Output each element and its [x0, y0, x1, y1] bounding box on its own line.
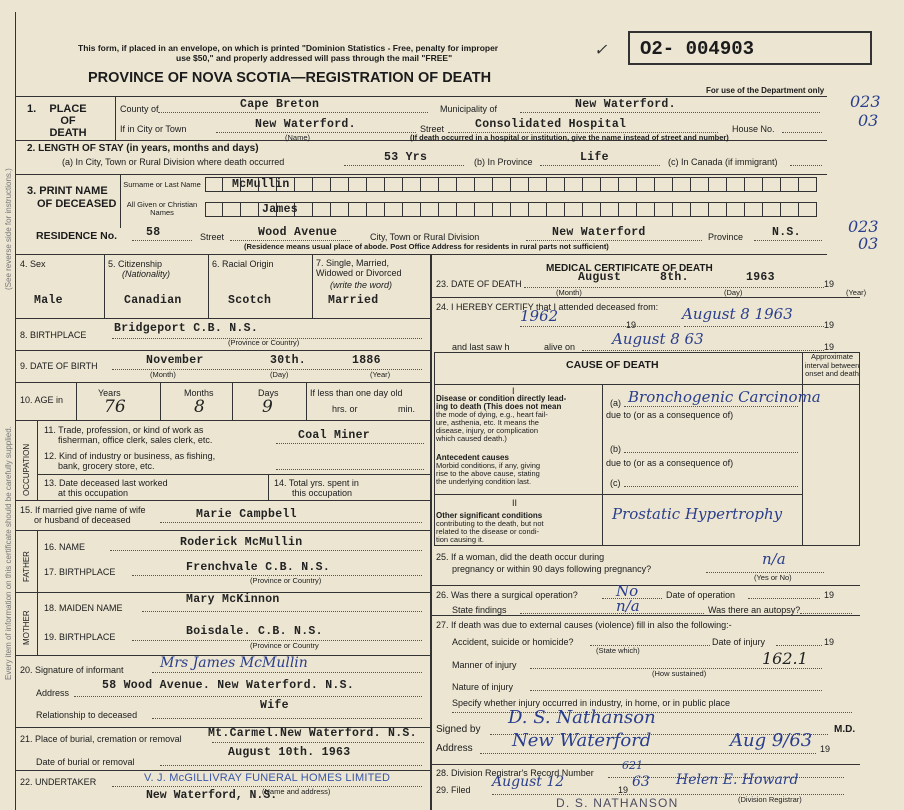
name-letter-cell — [241, 202, 259, 217]
q14-line2: this occupation — [292, 488, 353, 498]
name-letter-cell — [601, 202, 619, 217]
name-letter-cell — [295, 177, 313, 192]
record-number: 621 — [622, 759, 643, 772]
death-month: August — [578, 271, 622, 284]
spouse-label-line1: 15. If married give name of wife — [20, 505, 146, 515]
less-than-day-label: If less than one day old — [310, 388, 403, 398]
other-conditions-value: Prostatic Hypertrophy — [612, 505, 783, 523]
birthplace-caption: (Province or Country) — [228, 338, 300, 347]
other-line1: Other significant conditions — [436, 511, 543, 520]
side-instruction-note: (See reverse side for instructions.) — [4, 168, 13, 290]
name-letter-cell — [223, 202, 241, 217]
relationship-label: Relationship to deceased — [36, 710, 138, 720]
last-saw-19: 19 — [824, 342, 835, 352]
spouse-label-line2: or husband of deceased — [34, 515, 131, 525]
name-caption: (Name) — [285, 133, 311, 142]
due-to-1: due to (or as a consequence of) — [606, 410, 734, 420]
death-month-caption: (Month) — [556, 288, 582, 297]
attended-19-2: 19 — [824, 320, 835, 330]
accident-label: Accident, suicide or homicide? — [452, 637, 574, 647]
name-letter-cell — [511, 177, 529, 192]
sex-label: 4. Sex — [20, 259, 46, 269]
informant-signature-label: 20. Signature of informant — [20, 665, 124, 675]
stay-city-label: (a) In City, Town or Rural Division where death occurred — [62, 157, 285, 167]
hrs-label: hrs. or — [332, 404, 358, 414]
informant-signature: Mrs James McMullin — [160, 655, 308, 671]
name-letter-cell — [475, 177, 493, 192]
department-use-label: For use of the Department only — [706, 86, 825, 95]
external-causes-label: 27. If death was due to external causes (violence) fill in also the following:- — [436, 620, 732, 630]
disease-line1: Disease or condition directly lead- — [436, 394, 567, 403]
age-label: 10. AGE in — [20, 395, 64, 405]
father-birthplace-label: 17. BIRTHPLACE — [44, 567, 116, 577]
name-letter-cell — [709, 202, 727, 217]
marital-write-caption: (write the word) — [330, 280, 393, 290]
name-letter-cell — [313, 202, 331, 217]
registration-number: O2- 004903 — [640, 38, 755, 60]
death-day: 8th. — [660, 271, 689, 284]
cause-c-label: (c) — [610, 478, 621, 488]
burial-date-label: Date of burial or removal — [36, 757, 135, 767]
name-letter-cell — [403, 202, 421, 217]
father-birthplace-caption: (Province or Country) — [250, 576, 322, 585]
undertaker-caption: (Name and address) — [262, 787, 331, 796]
yes-no-caption: (Yes or No) — [754, 573, 792, 582]
city-value: New Waterford. — [255, 118, 356, 131]
cause-part-two: II — [512, 498, 518, 508]
name-letter-cell — [385, 202, 403, 217]
surname-caption: Surname or Last Name — [123, 180, 201, 189]
record-number-label: 28. Division Registrar's Record Number — [436, 768, 594, 778]
dob-year: 1886 — [352, 354, 381, 367]
name-letter-cell — [655, 177, 673, 192]
date-of-injury-label: Date of injury — [712, 637, 766, 647]
dept-code-2: 03 — [858, 111, 879, 130]
given-name-value: James — [262, 203, 299, 216]
dob-month-caption: (Month) — [150, 370, 176, 379]
stay-city-value: 53 Yrs — [384, 151, 428, 164]
name-letter-cell — [349, 202, 367, 217]
name-letter-cell — [691, 202, 709, 217]
residence-number: 58 — [146, 226, 161, 239]
attended-19: 19 — [626, 320, 637, 330]
interval-heading: Approximate interval between onset and death — [804, 352, 860, 378]
dept-code-4: 03 — [858, 234, 879, 253]
death-year-caption: (Year) — [846, 288, 867, 297]
state-findings-label: State findings — [452, 605, 507, 615]
pregnancy-value: n/a — [762, 550, 786, 568]
name-letter-cell — [637, 177, 655, 192]
cause-of-death-title: CAUSE OF DEATH — [566, 359, 659, 371]
name-letter-cell — [313, 177, 331, 192]
name-letter-cell — [511, 202, 529, 217]
name-letter-cell — [439, 202, 457, 217]
q13-line2: at this occupation — [58, 488, 129, 498]
racial-origin-label: 6. Racial Origin — [212, 259, 274, 269]
attended-to: August 8 1963 — [682, 305, 793, 323]
stay-canada-label: (c) In Canada (if immigrant) — [668, 157, 778, 167]
name-letter-cell — [547, 177, 565, 192]
mother-birthplace-label: 19. BIRTHPLACE — [44, 632, 116, 642]
citizenship-value: Canadian — [124, 294, 182, 307]
cause-b-label: (b) — [610, 444, 621, 454]
physician-signature: D. S. Nathanson — [508, 707, 656, 728]
name-letter-cell — [403, 177, 421, 192]
side-information-note: Every item of information on this certificate should be carefully supplied. — [4, 426, 13, 680]
physician-sign-date: Aug 9/63 — [730, 730, 813, 751]
name-letter-cell — [745, 202, 763, 217]
name-letter-cell — [727, 202, 745, 217]
autopsy-label: Was there an autopsy? — [708, 605, 801, 615]
residence-city-value: New Waterford — [552, 226, 646, 239]
name-letter-cell — [331, 177, 349, 192]
manner-label: Manner of injury — [452, 660, 517, 670]
residence-province-label: Province — [708, 232, 744, 242]
registrar-caption: (Division Registrar) — [738, 795, 802, 804]
physician-name-stamp: D. S. NATHANSON — [556, 796, 679, 810]
residence-street-value: Wood Avenue — [258, 226, 338, 239]
state-which-caption: (State which) — [596, 646, 640, 655]
name-letter-cell — [583, 202, 601, 217]
death-year: 1963 — [746, 271, 775, 284]
father-side-label: FATHER — [22, 551, 31, 582]
citizenship-label: 5. Citizenship — [108, 259, 163, 269]
stay-province-label: (b) In Province — [474, 157, 533, 167]
disease-line3: the mode of dying, e.g., heart fail- — [436, 410, 548, 419]
hospital-note: (If death occurred in a hospital or institution, give the name instead of street and number) — [410, 133, 729, 142]
nationality-caption: (Nationality) — [122, 269, 171, 279]
name-letter-cell — [691, 177, 709, 192]
filed-label: 29. Filed — [436, 785, 471, 795]
father-birthplace: Frenchvale C.B. N.S. — [186, 561, 331, 574]
dob-label: 9. DATE OF BIRTH — [20, 361, 98, 371]
signed-by-label: Signed by — [436, 724, 481, 735]
print-name-label — [27, 185, 116, 211]
physician-address: New Waterford — [512, 730, 652, 751]
md-label: M.D. — [834, 724, 856, 735]
q14-line1: 14. Total yrs. spent in — [274, 478, 359, 488]
burial-place: Mt.Carmel.New Waterford. N.S. — [208, 727, 417, 740]
relationship-value: Wife — [260, 699, 289, 712]
nature-label: Nature of injury — [452, 682, 514, 692]
house-no-label: House No. — [732, 124, 775, 134]
dob-day-caption: (Day) — [270, 370, 289, 379]
q11-line2: fisherman, office clerk, sales clerk, etc. — [58, 435, 213, 445]
age-months-label: Months — [184, 388, 214, 398]
antecedent-line4: the underlying condition last. — [436, 477, 532, 486]
name-letter-cell — [493, 202, 511, 217]
birthplace-value: Bridgeport C.B. N.S. — [114, 322, 259, 335]
racial-origin-value: Scotch — [228, 294, 272, 307]
dob-year-caption: (Year) — [370, 370, 391, 379]
name-letter-cell — [799, 202, 817, 217]
residence-note: (Residence means usual place of abode. Post Office Address for residents in rural parts not sufficient) — [244, 242, 609, 251]
name-letter-cell — [565, 202, 583, 217]
medical-certificate-title: MEDICAL CERTIFICATE OF DEATH — [546, 263, 713, 274]
residence-label: RESIDENCE No. — [36, 230, 118, 242]
operation-19: 19 — [824, 590, 835, 600]
name-letter-cell — [619, 177, 637, 192]
dept-code-1: 023 — [850, 92, 881, 111]
check-mark-icon: ✓ — [594, 40, 608, 59]
length-of-stay-label: 2. LENGTH OF STAY (in years, months and days) — [27, 143, 259, 154]
name-letter-cell — [385, 177, 403, 192]
name-letter-cell — [583, 177, 601, 192]
antecedent-line3: rise to the above cause, stating — [436, 469, 540, 478]
name-letter-cell — [673, 202, 691, 217]
specify-label: Specify whether injury occurred in industry, in home, or in public place — [452, 698, 730, 708]
name-letter-cell — [529, 177, 547, 192]
birthplace-label: 8. BIRTHPLACE — [20, 330, 87, 340]
name-letter-cell — [457, 177, 475, 192]
age-days-value: 9 — [262, 397, 273, 417]
given-names-caption: All Given or Christian Names — [126, 200, 198, 217]
cause-code: 162.1 — [762, 649, 808, 668]
registrar-signature: Helen E. Howard — [676, 772, 799, 788]
last-saw-date: August 8 63 — [612, 330, 704, 348]
pregnancy-line1: 25. If a woman, did the death occur during — [436, 552, 605, 562]
name-letter-cell — [709, 177, 727, 192]
disease-line5: disease, injury, or complication — [436, 426, 538, 435]
due-to-2: due to (or as a consequence of) — [606, 458, 734, 468]
sign-19: 19 — [820, 744, 831, 754]
street-value: Consolidated Hospital — [475, 118, 627, 131]
residence-province-value: N.S. — [772, 226, 801, 239]
print-name-line2: OF DECEASED — [37, 198, 117, 210]
residence-city-label: City, Town or Rural Division — [370, 232, 480, 242]
name-letter-cell — [673, 177, 691, 192]
death-nineteen: 19 — [824, 279, 835, 289]
name-letter-cell — [781, 177, 799, 192]
name-letter-cell — [619, 202, 637, 217]
other-line2: contributing to the death, but not — [436, 519, 544, 528]
name-letter-cell — [637, 202, 655, 217]
name-letter-cell — [601, 177, 619, 192]
death-registration-form: (See reverse side for instructions.) Every item of information on this certificate should be carefully supplied. This form, if placed in an envelope, on which is printed "Dominion Statistics - Free, penalty for improper use $50," and properly addressed will pass through the mail "FREE" PROVINCE OF NOVA SCOTIA—REGISTRATION OF DEATH ✓ O2- 004903 For use of the Department only 023 03 023 03 1. PLACE OF DEATH County of Cape Breton Municipality of New Waterford. If in City or Town New Waterford. (Name) Street Consolidated Hospital House No. (If death occurred in a hospital or institution, give the name instead of street and number) 2. LENGTH OF STAY (in years, months and days) (a) In City, Town or Rural Division where death occurred 53 Yrs (b) In Province Life (c) In Canada (if immigrant) 3. PRINT NAME OF DECEASED Surname or Last Name All Given or Christian Names McMullin James RESIDENCE No. 58 Street Wood Avenue City, Town or Rural Division New Waterford Province N.S. (Residence means usual place of abode. Post Office Address for residents in rural parts not sufficient) 4. Sex Male 5. Citizenship (Nationality) Canadian 6. Racial Origin Scotch 7. Single, Married, Widowed or Divorced (write the word) Married 8. BIRTHPLACE Bridgeport C.B. N.S. (Province or Country) 9. DATE OF BIRTH November 30th. 1886 (Month) (Day) (Year) 10. AGE in Years 76 Months 8 Days 9 If less than one day old hrs. or min. OCCUPATION 11. Trade, profession, or kind of work as fisherman, office clerk, sales clerk, etc. Coal Miner 12. Kind of industry or business, as fishing, bank, grocery store, etc. 13. Date deceased last worked at this occupation 14. Total yrs. spent in this occupation 15. If married give name of wife or husband of deceased Marie Campbell FATHER 16. NAME Roderick McMullin 17. BIRTHPLACE Frenchvale C.B. N.S. (Province or Country) MOTHER 18. MAIDEN NAME Mary McKinnon 19. BIRTHPLACE Boisdale. C.B. N.S. (Province or Country 20. Signature of informant Mrs James McMullin Address 58 Wood Avenue. New Waterford. N.S. Relationship to deceased Wife 21. Place of burial, cremation or removal Mt.Carmel.New Waterford. N.S. Date of burial or removal August 10th. 1963 22. UNDERTAKER V. J. McGILLIVRAY FUNERAL HOMES LIMITED New Waterford, N.S. (Name and address) MEDICAL CERTIFICATE OF DEATH 23. DATE OF DEATH August 8th. 1963 19 (Month) (Day) (Year) 24. I HEREBY CERTIFY that I attended deceased from: 1962 19 August 8 1963 19 and last saw h alive on August 8 63 19 CAUSE OF DEATH Approximate interval between onset and death I Disease or condition directly lead- ing to death (This does not mean the mode of dying, e.g., heart fail- ure, asthenia, etc. It means the disease, injury, or complication which caused death.) (a) Bronchogenic Carcinoma due to (or as a consequence of) Antecedent causes Morbid conditions, if any, giving rise to the above cause, stating the underlying condition last. (b) due to (or as a consequence of) (c) II Other significant conditions contributing to the death, but not related to the disease or condi- tion causing it. Prostatic Hypertrophy 25. If a woman, did the death occur during pregnancy or within 90 days following pregnancy? n/a (Yes or No) 26. Was there a surgical operation? No Date of operation 19 State findings n/a Was there an autopsy? 27. If death was due to external causes (violence) fill in also the following:- Accident, suicide or homicide? (State which) Date of injury 19 162.1 Manner of injury (How sustained) Nature of injury Specify whether injury occurred in industry, in home, or in public place Signed by D. S. Nathanson M.D. Address New Waterford Aug 9/63 19 28. Division Registrar's Record Number 621 29. Filed August 12 19 63 Helen E. Howard (Division Registrar) D. S. NATHANSON — [0, 0, 904, 810]
marital-status-label: 7. Single, Married, Widowed or Divorced — [316, 258, 402, 278]
name-letter-cell — [763, 202, 781, 217]
name-letter-cell — [547, 202, 565, 217]
spouse-name: Marie Campbell — [196, 508, 297, 521]
date-of-death-label: 23. DATE OF DEATH — [436, 279, 522, 289]
street-label: Street — [420, 124, 445, 134]
left-border — [15, 12, 16, 810]
age-years-label: Years — [98, 388, 121, 398]
undertaker-address: New Waterford, N.S. — [146, 789, 278, 802]
disease-line6: which caused death.) — [436, 434, 507, 443]
attended-from: 1962 — [520, 307, 559, 325]
trade-value: Coal Miner — [298, 429, 371, 442]
q12-line2: bank, grocery store, etc. — [58, 461, 155, 471]
name-letter-cell — [655, 202, 673, 217]
name-letter-cell — [493, 177, 511, 192]
age-years-value: 76 — [104, 397, 126, 417]
name-letter-cell — [205, 202, 223, 217]
undertaker-label: 22. UNDERTAKER — [20, 777, 97, 787]
age-days-label: Days — [258, 388, 279, 398]
how-sustained-caption: (How sustained) — [652, 669, 707, 678]
cause-part-one: I — [512, 386, 515, 396]
name-letter-cell — [367, 202, 385, 217]
name-letter-cell — [439, 177, 457, 192]
name-letter-cell — [349, 177, 367, 192]
informant-address: 58 Wood Avenue. New Waterford. N.S. — [102, 679, 355, 692]
attended-label: 24. I HEREBY CERTIFY that I attended deceased from: — [436, 302, 659, 312]
physician-address-label: Address — [436, 743, 473, 754]
name-letter-cell — [331, 202, 349, 217]
surgery-value: No — [616, 582, 639, 600]
burial-place-label: 21. Place of burial, cremation or removal — [20, 734, 182, 744]
findings-value: n/a — [616, 597, 640, 615]
disease-line2: ing to death (This does not mean — [436, 402, 562, 411]
mother-maiden-label: 18. MAIDEN NAME — [44, 603, 123, 613]
informant-address-label: Address — [36, 688, 70, 698]
sex-value: Male — [34, 294, 63, 307]
death-day-caption: (Day) — [724, 288, 743, 297]
cause-a-label: (a) — [610, 398, 621, 408]
mail-notice-2: use $50," and properly addressed will pass through the mail "FREE" — [176, 53, 453, 63]
other-line4: tion causing it. — [436, 535, 484, 544]
mother-birthplace: Boisdale. C.B. N.S. — [186, 625, 323, 638]
alive-on-label: alive on — [544, 342, 576, 352]
other-line3: related to the disease or condi- — [436, 527, 539, 536]
antecedent-line2: Morbid conditions, if any, giving — [436, 461, 541, 470]
dob-day: 30th. — [270, 354, 307, 367]
municipality-value: New Waterford. — [575, 98, 676, 111]
mother-side-label: MOTHER — [22, 610, 31, 645]
name-letter-cell — [565, 177, 583, 192]
county-label: County of — [120, 104, 159, 114]
burial-date: August 10th. 1963 — [228, 746, 351, 759]
q11-line1: 11. Trade, profession, or kind of work as — [44, 425, 204, 435]
residence-street-label: Street — [200, 232, 225, 242]
name-letter-cell — [457, 202, 475, 217]
municipality-label: Municipality of — [440, 104, 498, 114]
name-letter-cell — [727, 177, 745, 192]
name-letter-cell — [475, 202, 493, 217]
surgery-label: 26. Was there a surgical operation? — [436, 590, 578, 600]
last-saw-label: and last saw h — [452, 342, 510, 352]
name-letter-cell — [745, 177, 763, 192]
antecedent-line1: Antecedent causes — [436, 453, 509, 462]
occupation-side-label: OCCUPATION — [22, 443, 31, 496]
dept-code-3: 023 — [848, 217, 879, 236]
name-letter-cell — [421, 202, 439, 217]
age-months-value: 8 — [194, 397, 205, 417]
surname-value: McMullin — [232, 178, 290, 191]
father-name: Roderick McMullin — [180, 536, 303, 549]
name-letter-cell — [781, 202, 799, 217]
pregnancy-line2: pregnancy or within 90 days following pregnancy? — [452, 564, 652, 574]
mother-birthplace-caption: (Province or Country — [250, 641, 319, 650]
name-letter-cell — [205, 177, 223, 192]
filed-date: August 12 — [492, 774, 565, 790]
name-letter-cell — [529, 202, 547, 217]
mail-notice-1: This form, if placed in an envelope, on which is printed "Dominion Statistics - Free, penalty for improper — [78, 43, 499, 53]
name-letter-cell — [799, 177, 817, 192]
mother-maiden-name: Mary McKinnon — [186, 593, 280, 606]
q12-line1: 12. Kind of industry or business, as fishing, — [44, 451, 216, 461]
undertaker-stamp: V. J. McGILLIVRAY FUNERAL HOMES LIMITED — [144, 772, 391, 784]
filed-year: 63 — [632, 774, 650, 790]
stay-province-value: Life — [580, 151, 609, 164]
q13-line1: 13. Date deceased last worked — [44, 478, 168, 488]
marital-status-value: Married — [328, 294, 379, 307]
cause-a-value: Bronchogenic Carcinoma — [628, 388, 821, 406]
disease-line4: ure, asthenia, etc. It means the — [436, 418, 539, 427]
date-of-operation-label: Date of operation — [666, 590, 736, 600]
injury-19: 19 — [824, 637, 835, 647]
filed-19: 19 — [618, 785, 629, 795]
father-name-label: 16. NAME — [44, 542, 86, 552]
print-name-line1: 3. PRINT NAME — [27, 185, 108, 197]
name-letter-cell — [763, 177, 781, 192]
name-letter-cell — [421, 177, 439, 192]
name-letter-cell — [367, 177, 385, 192]
form-title: PROVINCE OF NOVA SCOTIA—REGISTRATION OF DEATH — [88, 70, 492, 86]
city-label: If in City or Town — [120, 124, 187, 134]
min-label: min. — [398, 404, 416, 414]
dob-month: November — [146, 354, 204, 367]
surname-boxes — [205, 177, 817, 192]
county-value: Cape Breton — [240, 98, 320, 111]
